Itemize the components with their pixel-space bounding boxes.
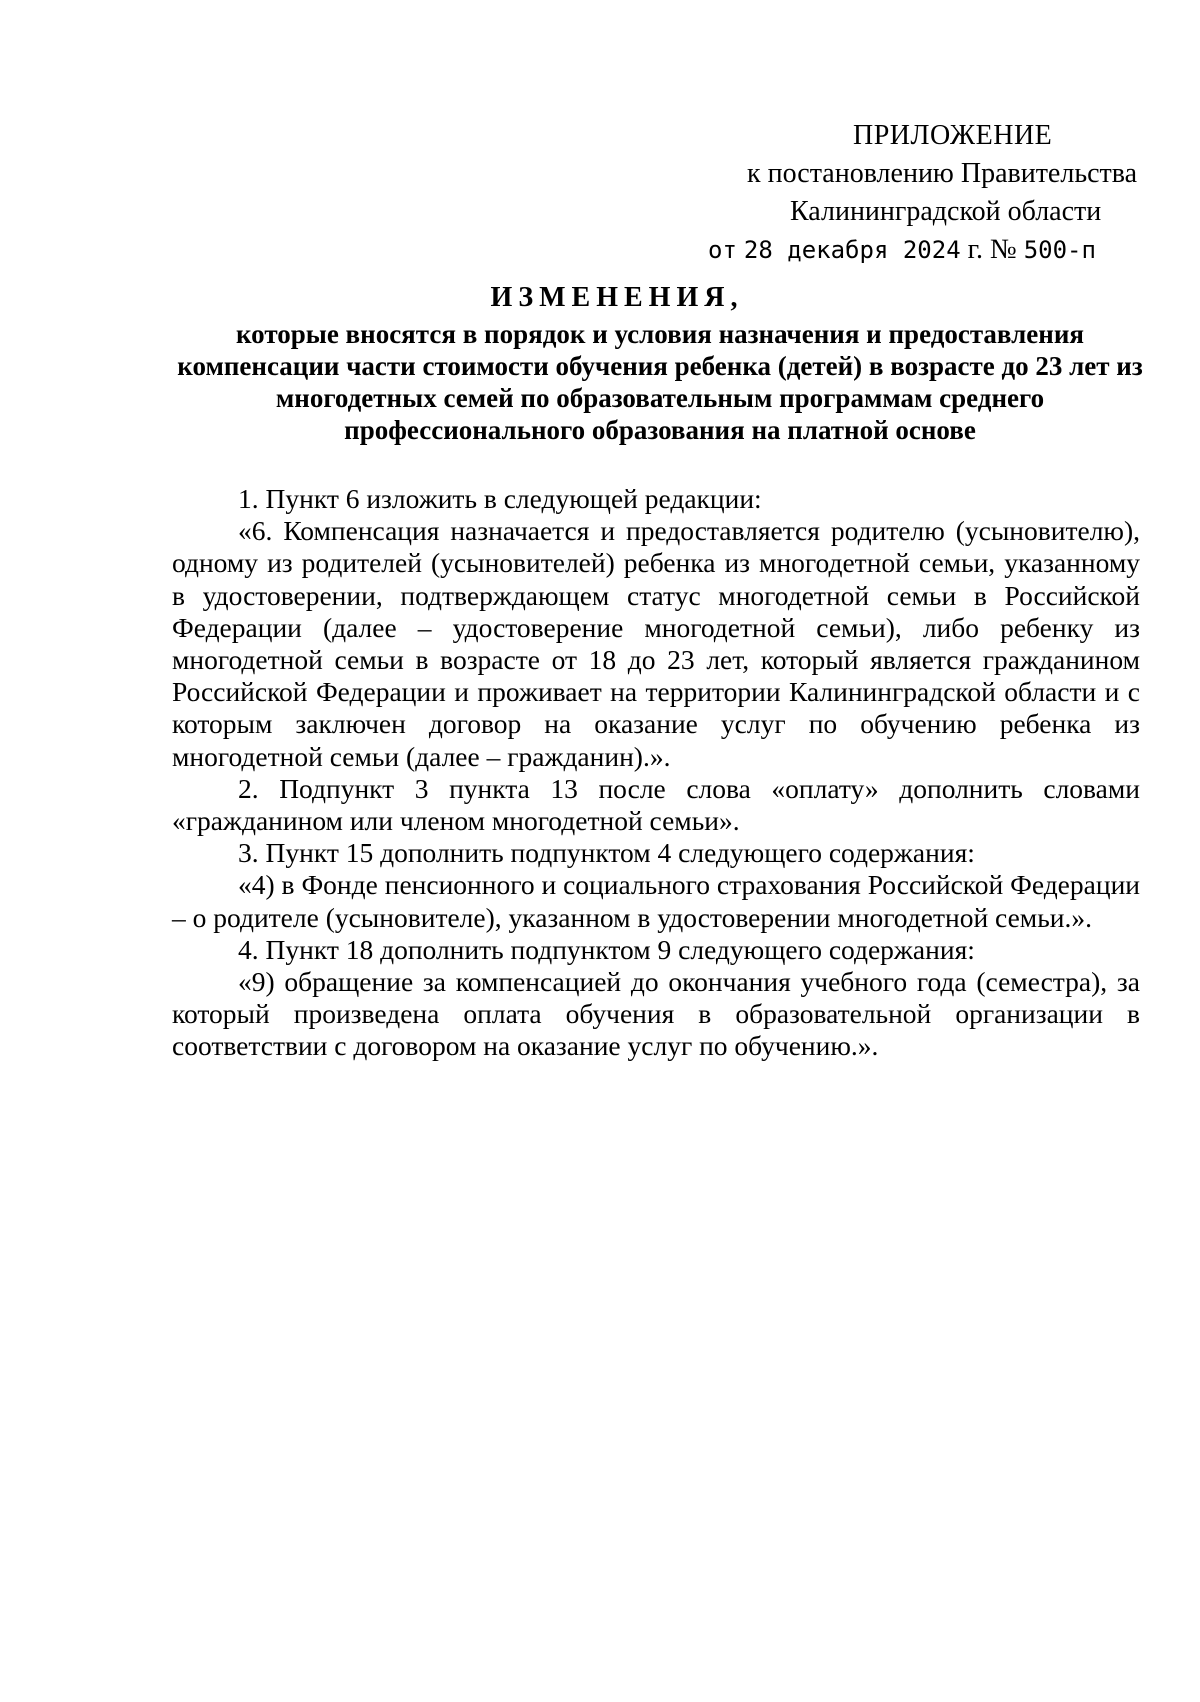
paragraph-6: 4. Пункт 18 дополнить подпунктом 9 следующего содержания: bbox=[238, 933, 975, 965]
paragraph-7: «9) обращение за компенсацией до окончания учебного года (семестра), за который произведена оплата обучения в образовательной организации в соответствии с договором на оказание услуг по обучению.». bbox=[172, 966, 1140, 1062]
document-subheading: которые вносятся в порядок и условия назначения и предоставления компенсации части стоимости обучения ребенка (детей) в возрасте до 23 лет из многодетных семей по образовательным программам среднего профессионального образования на платной основе bbox=[177, 319, 1143, 445]
paragraph-3: 2. Подпункт 3 пункта 13 после слова «оплату» дополнить словами «гражданином или членом многодетной семьи». bbox=[172, 772, 1140, 837]
document-heading-block bbox=[0, 281, 1200, 315]
appendix-title: ПРИЛОЖЕНИЕ bbox=[853, 120, 1053, 151]
paragraph-5: «4) в Фонде пенсионного и социального страхования Российской Федерации – о родителе (усыновителе), указанном в удостоверении многодетной семьи.». bbox=[172, 869, 1140, 933]
appendix-region-line: Калининградской области bbox=[790, 196, 1102, 227]
date-prefix: от bbox=[708, 236, 737, 264]
date-year-suffix: г. bbox=[967, 234, 983, 265]
date-value: 28 декабря 2024 bbox=[743, 236, 961, 264]
appendix-resolution-line: к постановлению Правительства bbox=[747, 158, 1138, 189]
paragraph-2: «6. Компенсация назначается и предоставляется родителю (усыновителю), одному из родителей (усыновителей) ребенка из многодетной семьи, указанному в удостоверении, подтверждающем статус многодетной семьи в Российской Федерации (далее – удостоверение многодетной семьи), либо ребенку из многодетной семьи в возрасте от 18 до 23 лет, который является гражданином Российской Федерации и проживает на территории Калининградской области и с которым заключен договор на оказание услуг по обучению ребенка из многодетной семьи (далее – гражданин).». bbox=[172, 515, 1140, 772]
document-body bbox=[172, 483, 1140, 1063]
paragraph-1: 1. Пункт 6 изложить в следующей редакции: bbox=[238, 483, 762, 514]
document-heading: ИЗМЕНЕНИЯ, bbox=[490, 282, 744, 313]
paragraph-4: 3. Пункт 15 дополнить подпунктом 4 следующего содержания: bbox=[238, 837, 975, 869]
appendix-date-line bbox=[708, 232, 1096, 268]
number-value: 500-п bbox=[1023, 236, 1096, 264]
number-sign: № bbox=[989, 234, 1017, 265]
